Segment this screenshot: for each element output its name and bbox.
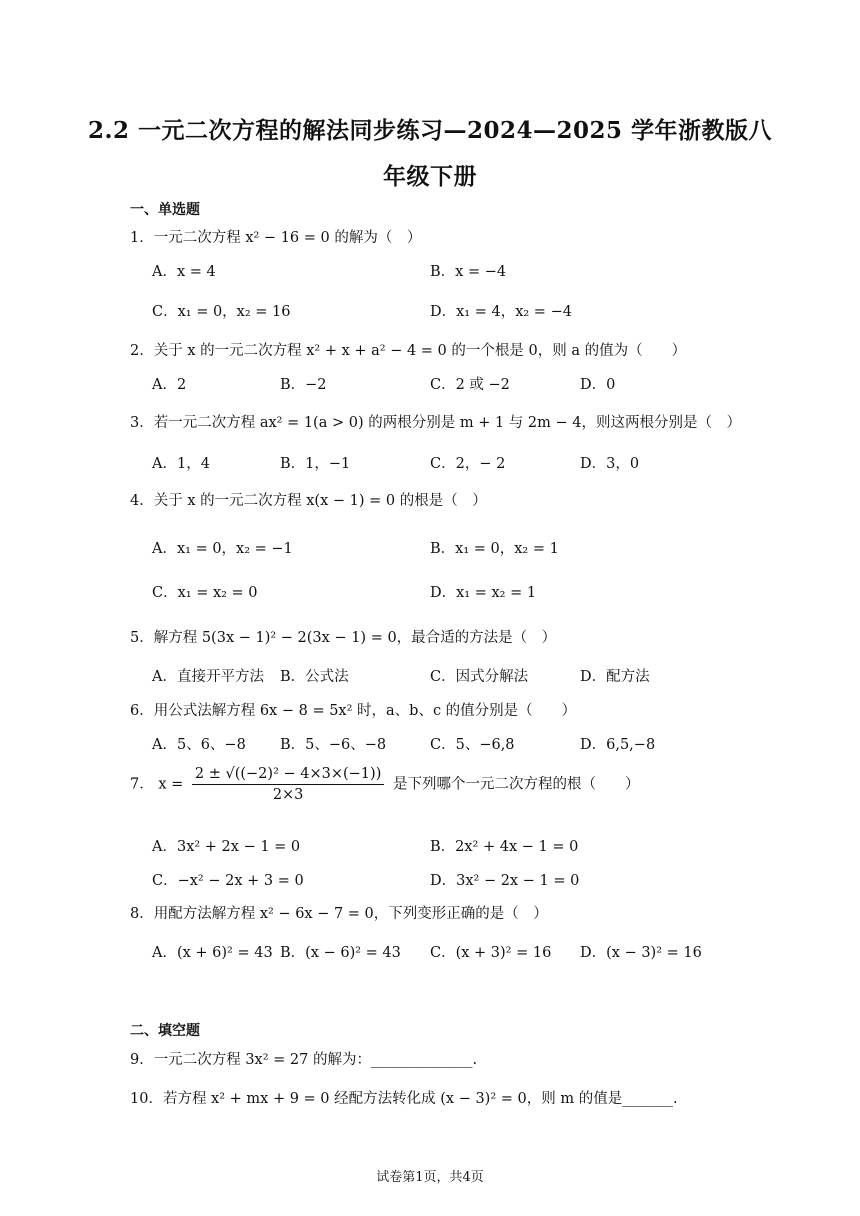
q3-option-d: D．3，0 (580, 456, 640, 472)
question-7 (130, 766, 639, 803)
question-10: 10．若方程 x² + mx + 9 = 0 经配方法转化成 (x − 3)² = 0，则 m 的值是_______. (130, 1091, 678, 1107)
q7-option-d: D．3x² − 2x − 1 = 0 (430, 873, 580, 889)
q5-option-c: C．因式分解法 (430, 669, 529, 685)
q7-fraction-denominator: 2×3 (272, 787, 304, 803)
q4-option-c: C．x₁ = x₂ = 0 (152, 585, 258, 601)
q8-option-d: D．(x − 3)² = 16 (580, 945, 702, 961)
q2-option-b: B．−2 (280, 377, 327, 393)
q7-lhs: x = (158, 776, 184, 793)
q7-option-b: B．2x² + 4x − 1 = 0 (430, 839, 579, 855)
question-3: 3．若一元二次方程 ax² = 1(a > 0) 的两根分别是 m + 1 与 2m − 4，则这两根分别是（ ） (130, 415, 741, 431)
q3-option-c: C．2，− 2 (430, 456, 506, 472)
q2-option-d: D．0 (580, 377, 616, 393)
doc-title-line1: 2.2 一元二次方程的解法同步练习—2024—2025 学年浙教版八 (87, 117, 773, 144)
q8-option-b: B．(x − 6)² = 43 (280, 945, 401, 961)
q5-option-a: A．直接开平方法 (152, 669, 264, 685)
q7-formula-fraction (192, 766, 384, 803)
q3-option-b: B．1，−1 (280, 456, 351, 472)
q4-option-d: D．x₁ = x₂ = 1 (430, 585, 537, 601)
q8-option-a: A．(x + 6)² = 43 (152, 945, 273, 961)
q1-option-c: C．x₁ = 0，x₂ = 16 (152, 304, 291, 320)
q4-option-a: A．x₁ = 0，x₂ = −1 (152, 541, 293, 557)
section-single-choice: 一、单选题 (130, 202, 200, 218)
question-9: 9．一元二次方程 3x² = 27 的解为：______________. (130, 1052, 478, 1068)
q1-option-b: B．x = −4 (430, 264, 507, 280)
question-6: 6．用公式法解方程 6x − 8 = 5x² 时，a、b、c 的值分别是（ ） (130, 703, 577, 719)
q7-number: 7． (130, 776, 154, 793)
q3-option-a: A．1，4 (152, 456, 210, 472)
q8-option-c: C．(x + 3)² = 16 (430, 945, 552, 961)
question-8: 8．用配方法解方程 x² − 6x − 7 = 0，下列变形正确的是（ ） (130, 906, 548, 922)
q6-option-a: A．5、6、−8 (152, 737, 246, 753)
q7-option-a: A．3x² + 2x − 1 = 0 (152, 839, 301, 855)
question-2: 2．关于 x 的一元二次方程 x² + x + a² − 4 = 0 的一个根是 0，则 a 的值为（ ） (130, 343, 687, 359)
section-fill-blank: 二、填空题 (130, 1023, 200, 1039)
q6-option-d: D．6,5,−8 (580, 737, 656, 753)
doc-title-line2: 年级下册 (383, 163, 477, 190)
q1-option-d: D．x₁ = 4，x₂ = −4 (430, 304, 572, 320)
question-5: 5．解方程 5(3x − 1)² − 2(3x − 1) = 0，最合适的方法是（ ） (130, 630, 557, 646)
q7-fraction-numerator: 2 ± √((−2)² − 4×3×(−1)) (192, 766, 384, 785)
q1-option-a: A．x = 4 (152, 264, 216, 280)
q6-option-b: B．5、−6、−8 (280, 737, 387, 753)
q4-option-b: B．x₁ = 0，x₂ = 1 (430, 541, 559, 557)
q6-option-c: C．5、−6,8 (430, 737, 515, 753)
question-1: 1．一元二次方程 x² − 16 = 0 的解为（ ） (130, 230, 422, 246)
q5-option-b: B．公式法 (280, 669, 349, 685)
q2-option-c: C．2 或 −2 (430, 377, 510, 393)
q5-option-d: D．配方法 (580, 669, 650, 685)
question-4: 4．关于 x 的一元二次方程 x(x − 1) = 0 的根是（ ） (130, 493, 487, 509)
q2-option-a: A．2 (152, 377, 187, 393)
q7-suffix: 是下列哪个一元二次方程的根（ ） (392, 776, 640, 793)
page-footer: 试卷第1页，共4页 (376, 1170, 484, 1185)
q7-option-c: C．−x² − 2x + 3 = 0 (152, 873, 304, 889)
